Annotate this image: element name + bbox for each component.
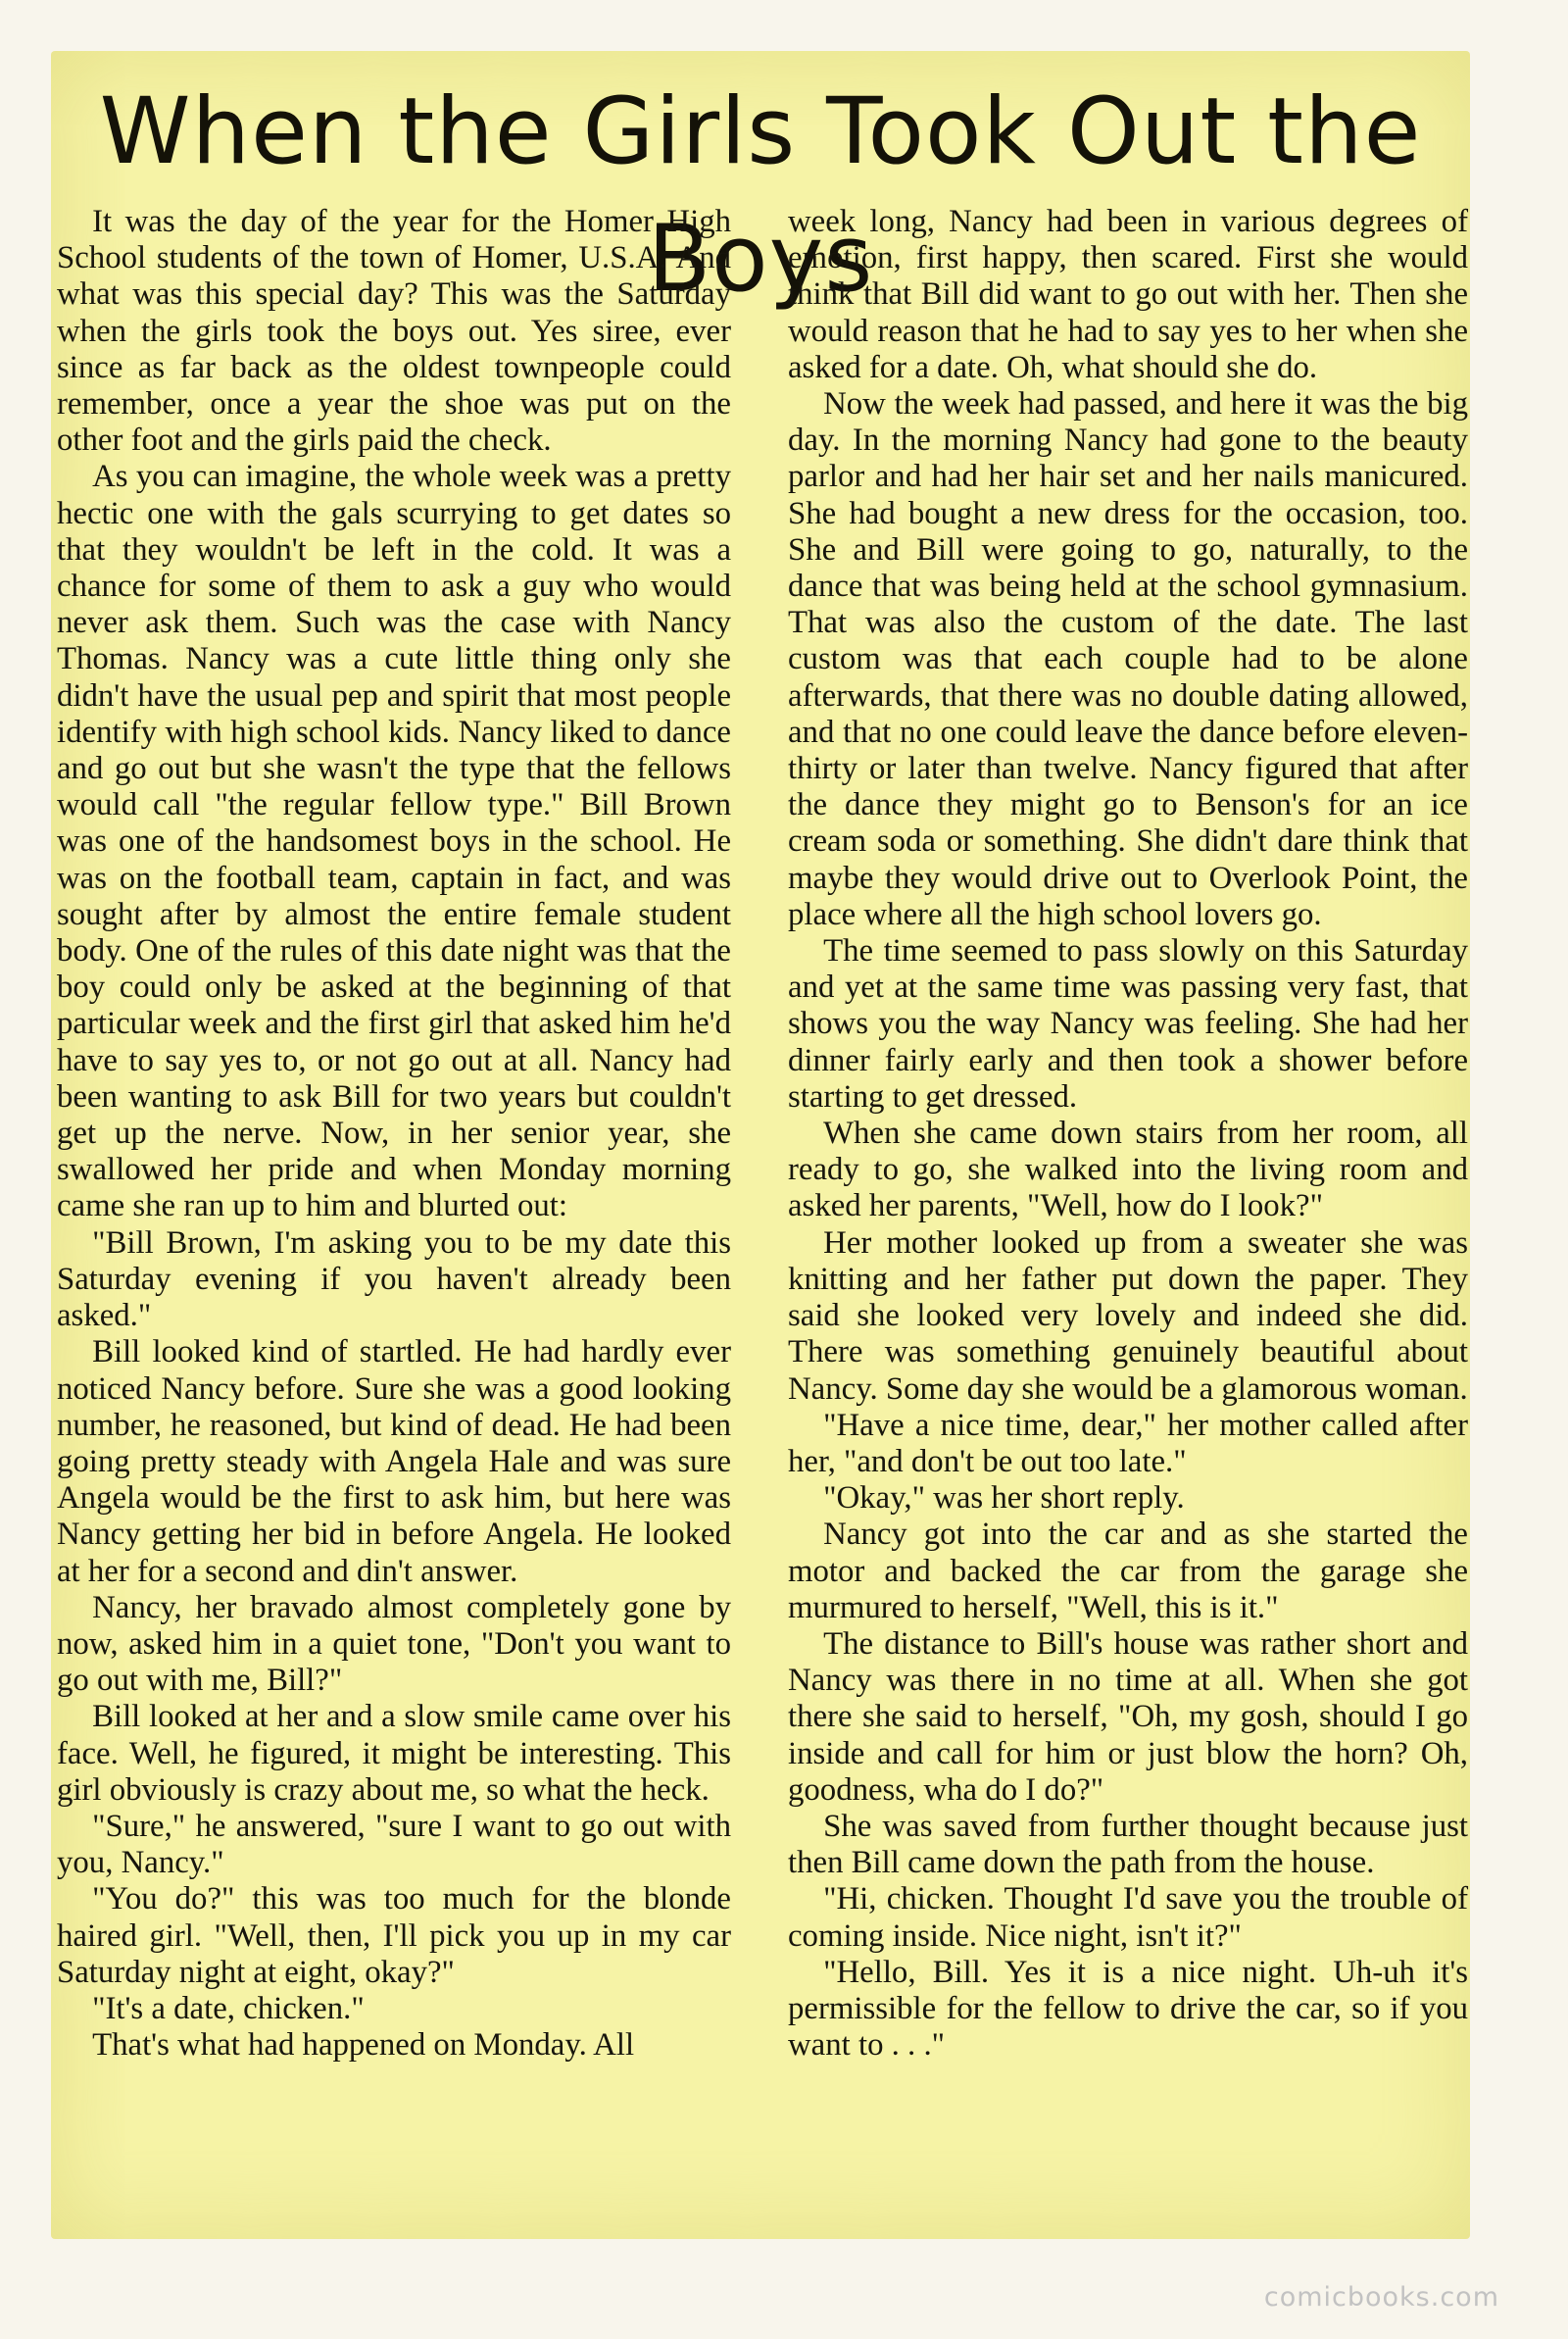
paragraph: Bill looked at her and a slow smile came over his face. Well, he figured, it might be interesting. This girl obviously is crazy about me, so what the heck. [57, 1699, 731, 1808]
paragraph: "Hi, chicken. Thought I'd save you the trouble of coming inside. Nice night, isn't it?" [788, 1881, 1468, 1954]
paragraph: It was the day of the year for the Homer High School students of the town of Homer, U.S.A. And what was this special day? This was the Saturday when the girls took the boys out. Yes siree, ever since as far back as the oldest townpeople could remember, once a year the shoe was put on the other foot and the girls paid the check. [57, 204, 731, 459]
paragraph: week long, Nancy had been in various degrees of emotion, first happy, then scared. First she would think that Bill did want to go out with her. Then she would reason that he had to say yes to her when she asked for a date. Oh, what should she do. [788, 204, 1468, 385]
story-title: When the Girls Took Out the Boys [99, 78, 1422, 313]
left-column [57, 204, 731, 2064]
paragraph: Nancy, her bravado almost completely gone by now, asked him in a quiet tone, "Don't you want to go out with me, Bill?" [57, 1589, 731, 1699]
paragraph: "It's a date, chicken." [92, 1990, 365, 2026]
paragraph: As you can imagine, the whole week was a pretty hectic one with the gals scurrying to get dates so that they wouldn't be left in the cold. It was a chance for some of them to ask a guy who would never ask them. Such was the case with Nancy Thomas. Nancy was a cute little thing only she didn't have the usual pep and spirit that most people identify with high school kids. Nancy liked to dance and go out but she wasn't the type that the fellows would call "the regular fellow type." Bill Brown was one of the handsomest boys in the school. He was on the football team, captain in fact, and was sought after by almost the entire female student body. One of the rules of this date night was that the boy could only be asked at the beginning of that particular week and the first girl that asked him he'd have to say yes to, or not go out at all. Nancy had been wanting to ask Bill for two years but couldn't get up the nerve. Now, in her senior year, she swallowed her pride and when Monday morning came she ran up to him and blurted out: [57, 459, 731, 1224]
paragraph: "Have a nice time, dear," her mother called after her, "and don't be out too late." [788, 1407, 1468, 1479]
paragraph: "Hello, Bill. Yes it is a nice night. Uh-uh it's permissible for the fellow to drive the car, so if you want to . . ." [788, 1954, 1468, 2064]
paragraph: "Okay," was her short reply. [823, 1480, 1185, 1517]
paragraph: When she came down stairs from her room, all ready to go, she walked into the living room and asked her parents, "Well, how do I look?" [788, 1116, 1468, 1224]
right-column [788, 204, 1468, 2064]
paragraph: The distance to Bill's house was rather short and Nancy was there in no time at all. When she got there she said to herself, "Oh, my gosh, should I go inside and call for him or just blow the horn? Oh, goodness, wha do I do?" [788, 1625, 1468, 1808]
paragraph: Bill looked kind of startled. He had hardly ever noticed Nancy before. Sure she was a good looking number, he reasoned, but kind of dead. He had been going pretty steady with Angela Hale and was sure Angela would be the first to ask him, but here was Nancy getting her bid in before Angela. He looked at her for a second and din't answer. [57, 1334, 731, 1589]
paragraph: The time seemed to pass slowly on this Saturday and yet at the same time was passing very fast, that shows you the way Nancy was feeling. She had her dinner fairly early and then took a shower before starting to get dressed. [788, 933, 1468, 1115]
paragraph: "Sure," he answered, "sure I want to go out with you, Nancy." [57, 1808, 731, 1881]
watermark: comicbooks.com [1263, 2282, 1499, 2313]
paragraph: "Bill Brown, I'm asking you to be my date this Saturday evening if you haven't already been asked." [57, 1224, 731, 1334]
paragraph: Her mother looked up from a sweater she was knitting and her father put down the paper. They said she looked very lovely and indeed she did. There was something genuinely beautiful about Nancy. Some day she would be a glamorous woman. [788, 1224, 1468, 1407]
paragraph: That's what had happened on Monday. All [92, 2027, 635, 2064]
story-page [51, 51, 1470, 2239]
paragraph: Now the week had passed, and here it was the big day. In the morning Nancy had gone to the beauty parlor and had her hair set and her nails manicured. She had bought a new dress for the occasion, too. She and Bill were going to go, naturally, to the dance that was being held at the school gymnasium. That was also the custom of the date. The last custom was that each couple had to be alone afterwards, that there was no double dating allowed, and that no one could leave the dance before eleven-thirty or later than twelve. Nancy figured that after the dance they might go to Benson's for an ice cream soda or something. She didn't dare think that maybe they would drive out to Overlook Point, the place where all the high school lovers go. [788, 386, 1468, 932]
paragraph: "You do?" this was too much for the blonde haired girl. "Well, then, I'll pick you up in my car Saturday night at eight, okay?" [57, 1881, 731, 1990]
paragraph: Nancy got into the car and as she started the motor and backed the car from the garage she murmured to herself, "Well, this is it." [788, 1517, 1468, 1625]
paragraph: She was saved from further thought because just then Bill came down the path from the house. [788, 1808, 1468, 1881]
